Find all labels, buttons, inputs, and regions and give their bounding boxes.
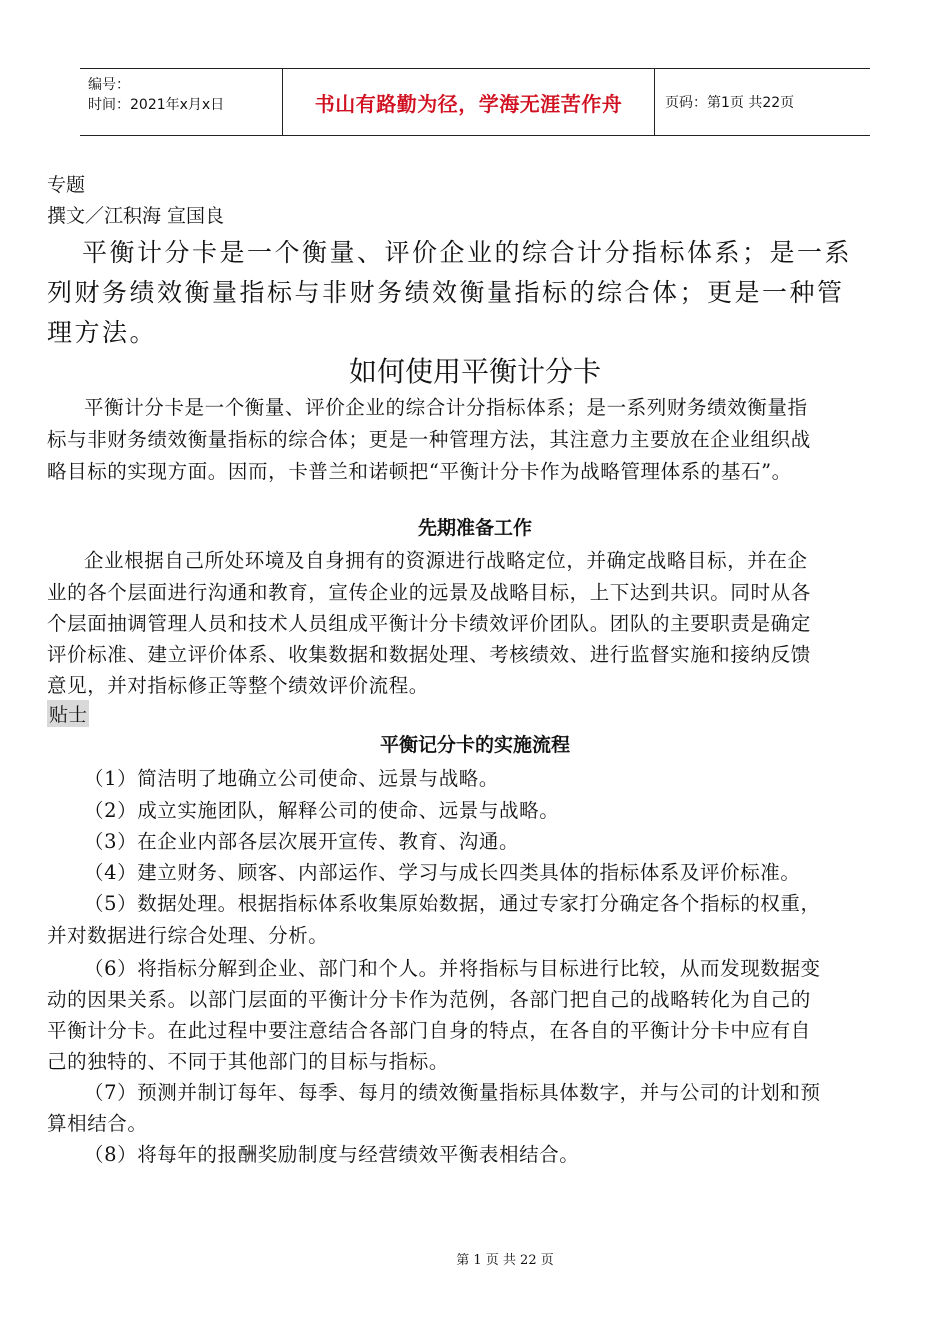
- time-label: 时间：2021年x月x日: [88, 97, 225, 113]
- header-meta-cell: [80, 69, 283, 135]
- lead-line: 列财务绩效衡量指标与非财务绩效衡量指标的综合体；更是一种管: [47, 278, 845, 307]
- header-page-cell: [655, 69, 870, 135]
- section-heading: 平衡记分卡的实施流程: [379, 734, 570, 756]
- page-footer: 第 1 页 共 22 页: [456, 1253, 554, 1268]
- section1-line: 评价标准、建立评价体系、收集数据和数据处理、考核绩效、进行监督实施和接纳反馈: [47, 643, 811, 666]
- step-line: 并对数据进行综合处理、分析。: [47, 924, 329, 947]
- tip-label: 贴士: [47, 700, 89, 727]
- header-motto-cell: [283, 69, 655, 135]
- step-line: 算相结合。: [47, 1112, 148, 1135]
- step-line: （8）将每年的报酬奖励制度与经营绩效平衡表相结合。: [84, 1143, 580, 1166]
- motto: 书山有路勤为径，学海无涯苦作舟: [314, 91, 623, 116]
- step-line: （3）在企业内部各层次展开宣传、教育、沟通。: [84, 830, 520, 853]
- page-title: 如何使用平衡计分卡: [348, 355, 601, 388]
- section1-line: 业的各个层面进行沟通和教育，宣传企业的远景及战略目标，上下达到共识。同时从各: [47, 581, 811, 604]
- column-label: 专题: [47, 174, 86, 196]
- step-line: 己的独特的、不同于其他部门的目标与指标。: [47, 1050, 450, 1073]
- page-code: 页码：第1页 共22页: [665, 95, 795, 111]
- step-line: 动的因果关系。以部门层面的平衡计分卡作为范例，各部门把自己的战略转化为自己的: [47, 988, 811, 1011]
- section-heading: 先期准备工作: [417, 517, 532, 539]
- step-line: （1）简洁明了地确立公司使命、远景与战略。: [84, 767, 500, 790]
- step-line: （2）成立实施团队，解释公司的使命、远景与战略。: [84, 799, 560, 822]
- step-line: （5）数据处理。根据指标体系收集原始数据，通过专家打分确定各个指标的权重，: [84, 892, 821, 915]
- author-line: 撰文／江积海 宣国良: [47, 205, 225, 227]
- step-line: （4）建立财务、顾客、内部运作、学习与成长四类具体的指标体系及评价标准。: [84, 861, 801, 884]
- step-line: 平衡计分卡。在此过程中要注意结合各部门自身的特点，在各自的平衡计分卡中应有自: [47, 1019, 811, 1042]
- section1-line: 意见，并对指标修正等整个绩效评价流程。: [47, 674, 429, 697]
- intro-line: 略目标的实现方面。因而，卡普兰和诺顿把“平衡计分卡作为战略管理体系的基石”。: [47, 460, 792, 483]
- lead-line: 理方法。: [47, 318, 158, 347]
- step-line: （6）将指标分解到企业、部门和个人。并将指标与目标进行比较，从而发现数据变: [84, 957, 821, 980]
- lead-line: 平衡计分卡是一个衡量、评价企业的综合计分指标体系；是一系: [82, 238, 853, 267]
- number-label: 编号：: [88, 77, 130, 93]
- section1-line: 个层面抽调管理人员和技术人员组成平衡计分卡绩效评价团队。团队的主要职责是确定: [47, 612, 811, 635]
- document-header: [80, 68, 870, 136]
- step-line: （7）预测并制订每年、每季、每月的绩效衡量指标具体数字，并与公司的计划和预: [84, 1081, 821, 1104]
- section1-line: 企业根据自己所处环境及自身拥有的资源进行战略定位，并确定战略目标，并在企: [84, 549, 808, 572]
- intro-line: 平衡计分卡是一个衡量、评价企业的综合计分指标体系；是一系列财务绩效衡量指: [84, 396, 808, 419]
- intro-line: 标与非财务绩效衡量指标的综合体；更是一种管理方法，其注意力主要放在企业组织战: [47, 428, 811, 451]
